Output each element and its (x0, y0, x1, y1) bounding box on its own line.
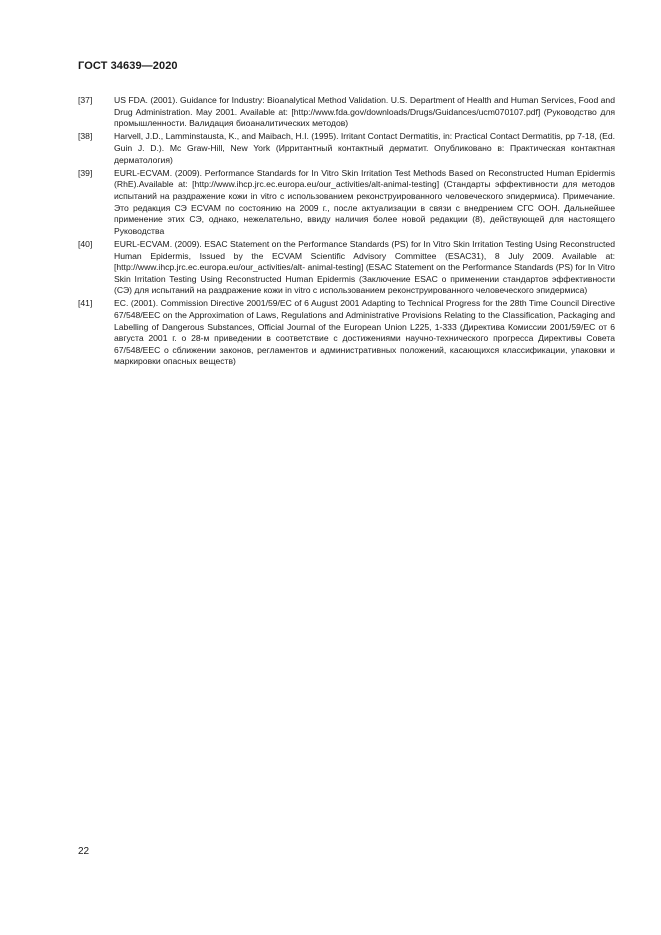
reference-text: US FDA. (2001). Guidance for Industry: Bioanalytical Method Validation. U.S. Department of Health and Human Services, Food and Drug Administration. May 2001. Available at: [http://www.fda.gov/downloads/Drugs/Guidances/ucm070107.pdf] (Руководство для промышленности. Валидация биоаналитических методов) (114, 95, 615, 129)
reference-item (78, 131, 615, 166)
reference-list (78, 95, 615, 370)
reference-number: [39] (78, 167, 93, 178)
reference-item (78, 168, 615, 238)
reference-item (78, 298, 615, 368)
standard-designation: ГОСТ 34639—2020 (78, 60, 178, 72)
reference-number: [37] (78, 95, 93, 105)
reference-text: EC. (2001). Commission Directive 2001/59/EC of 6 August 2001 Adapting to Technical Progress for the 28th Time Council Directive 67/548/EEC on the Approximation of Laws, Regulations and Administrative Provisions Relating to the Classification, Packaging and Labelling of Dangerous Substances, Official Journal of the European Union L225, 1-333 (Директива Комиссии 2001/59/EC от 6 августа 2001 г. о 28-м приведении в соответствие с достижениями научно-технического прогресса Директивы Совета 67/548/EEC о сближении законов, регламентов и административных положений, касающихся классификации, упаковки и маркировки опасных веществ) (114, 298, 615, 367)
reference-number: [41] (78, 298, 93, 309)
reference-text: Harvell, J.D., Lamminstausta, K., and Maibach, H.I. (1995). Irritant Contact Dermatitis, in: Practical Contact Dermatitis, pp 7-18, (Ed. Guin J. D.). Mc Graw-Hill, New York (Ирритантный контактный дерматит. Опубликовано в: Практическая контактная дерматология) (114, 131, 616, 165)
reference-text: EURL-ECVAM. (2009). Performance Standards for In Vitro Skin Irritation Test Methods Based on Reconstructed Human Epidermis (RhE).Available at: [http://www.ihcp.jrc.ec.europa.eu/our_activities/alt-animal-testing] (Стандарты эффективности для методов испытаний на раздражение кожи in vitro с использованием реконструированного человеческого эпидермиса). Примечание. Это редакция СЭ ECVAM по состоянию на 2009 г., после актуализации в связи с внедрением СГС ООН. Дальнейшее применение этих СЭ, однако, нежелательно, ввиду наличия более новой редакции (8), действующей для настоящего Руководства (114, 167, 615, 236)
reference-item (78, 239, 615, 297)
reference-item (78, 95, 615, 130)
page-number: 22 (78, 846, 90, 857)
reference-number: [38] (78, 131, 93, 142)
reference-text: EURL-ECVAM. (2009). ESAC Statement on the Performance Standards (PS) for In Vitro Skin Irritation Testing Using Reconstructed Human Epidermis, Issued by the ECVAM Scientific Advisory Committee (ESAC31), 8 July 2009. Available at: [http://www.ihcp.jrc.ec.europa.eu/our_activities/alt- animal-testing] (ESAC Statement on the Performance Standards (PS) for In Vitro Skin Irritation Testing Using Reconstructed Human Epidermis (Заключение ESAC о применении стандартов эффективности (СЭ) для испытаний на раздражение кожи in vitro с использованием реконструированного человеческого эпидермиса) (114, 238, 615, 296)
reference-number: [40] (78, 238, 93, 249)
